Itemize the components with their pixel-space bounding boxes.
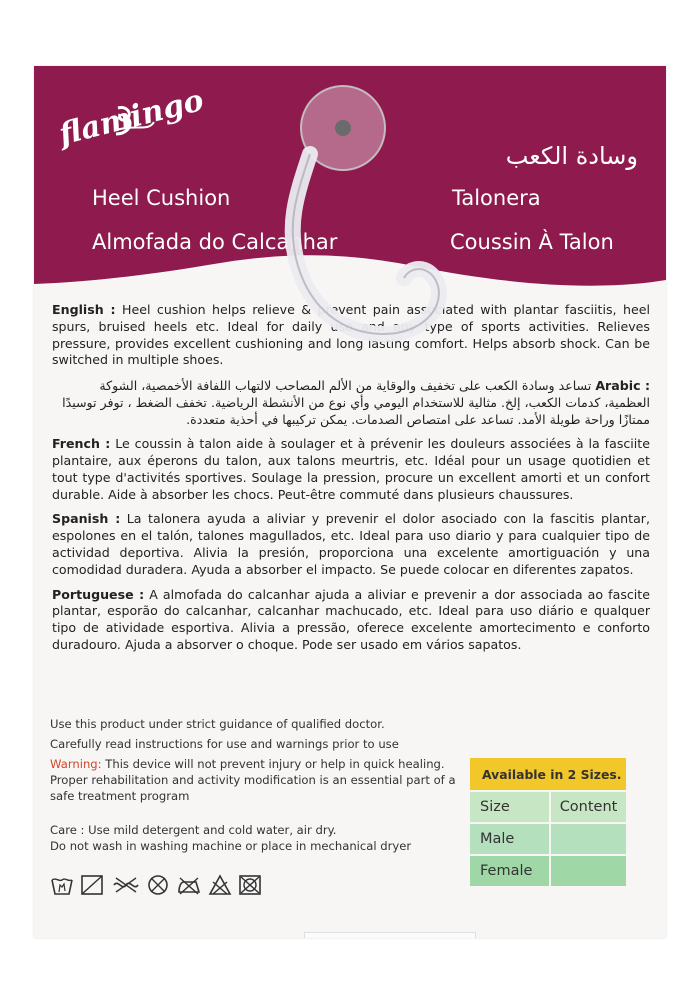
col-content-header: Content <box>551 792 626 822</box>
warning-label: Warning: <box>50 757 102 771</box>
title-french: Coussin À Talon <box>450 230 614 254</box>
table-row <box>470 856 626 886</box>
brand-name: flamingo <box>55 82 208 153</box>
no-chlorine-icon <box>208 874 232 896</box>
paragraph-english: English : Heel cushion helps relieve & prevent pain associated with plantar fasciitis, heel spurs, bruised heels etc. Ideal for daily use and any type of sports activities. Relieves pressure, provides excellent cushioning and long lasting comfort. Helps absorb shock. Can be switched in multiple shoes. <box>52 302 650 368</box>
care-icons-row <box>50 874 262 896</box>
care-note: Care : Use mild detergent and cold water, air dry. <box>50 823 337 837</box>
hand-wash-icon <box>50 874 74 896</box>
title-portuguese: Almofada do Calcanhar <box>92 230 338 254</box>
size-male: Male <box>470 824 549 854</box>
package-card <box>34 66 666 938</box>
no-dry-clean-icon <box>238 874 262 896</box>
paragraph-french: French : Le coussin à talon aide à soulager et à prévenir les douleurs associées à la fasciite plantaire, aux éperons du talon, aux talons meurtris, etc. Idéal pour un usage quotidien et tout type d'activités sportives. Soulage la pression, procure un excellent amorti et un confort durable. Aide à absorber les chocs. Peut-être commuté dans plusieurs chaussures. <box>52 436 650 502</box>
guidance-note: Use this product under strict guidance of qualified doctor. <box>50 717 385 731</box>
description-block <box>52 302 650 662</box>
no-iron-icon <box>176 874 202 896</box>
sizes-header-row <box>470 792 626 822</box>
size-female: Female <box>470 856 549 886</box>
title-english: Heel Cushion <box>92 186 231 210</box>
hang-tab-slot <box>304 932 476 938</box>
no-tumble-dry-icon <box>80 874 104 896</box>
no-bleach-icon <box>146 874 170 896</box>
sizes-heading: Available in 2 Sizes. <box>470 758 626 790</box>
sizes-table <box>470 758 626 886</box>
paragraph-portuguese: Portuguese : A almofada do calcanhar ajuda a aliviar e prevenir a dor associada ao fascite plantar, esporão do calcanhar, calcanhar machucado, etc. Ideal para uso diário e qualquer tipo de atividade esportiva. Alivia a pressão, oferece excelente amortecimento e conforto duradouro. Ajuda a absorver o choque. Pode ser usado em vários sapatos. <box>52 586 650 652</box>
title-spanish: Talonera <box>452 186 541 210</box>
warning-note: Warning: This device will not prevent injury or help in quick healing. Proper rehabilitation and activity modification is an essential part of a safe treatment program <box>50 757 456 803</box>
no-wring-icon <box>110 874 140 896</box>
title-arabic: وسادة الكعب <box>505 142 638 170</box>
content-male <box>551 824 626 854</box>
notes-block <box>50 716 460 854</box>
table-row <box>470 824 626 854</box>
paragraph-spanish: Spanish : La talonera ayuda a aliviar y prevenir el dolor asociado con la fascitis plantar, espolones en el talón, talones magullados, etc. Ideal para uso diario y para cualquier tipo de actividad deportiva. Alivia la presión, proporciona una excelente amortiguación y una comodidad duradera. Ayuda a absorber el impacto. Se puede colocar en diferentes zapatos. <box>52 511 650 577</box>
content-female <box>551 856 626 886</box>
care-note-2: Do not wash in washing machine or place in mechanical dryer <box>50 839 412 853</box>
col-size-header: Size <box>470 792 549 822</box>
read-instructions-note: Carefully read instructions for use and warnings prior to use <box>50 737 399 751</box>
paragraph-arabic: : Arabic تساعد وسادة الكعب على تخفيف والوقاية من الألم المصاحب لالتهاب اللفافة الأخمصية، الشوكة العظمية، كدمات الكعب، إلخ. مثالية للاستخدام اليومي وأي نوع من الأنشطة الرياضية. تخفف الضغط ، توفر توسيدًا ممتازًا وراحة طويلة الأمد. تساعد على امتصاص الصدمات. يمكن تركيبها في أحذية متعددة. <box>62 378 650 428</box>
